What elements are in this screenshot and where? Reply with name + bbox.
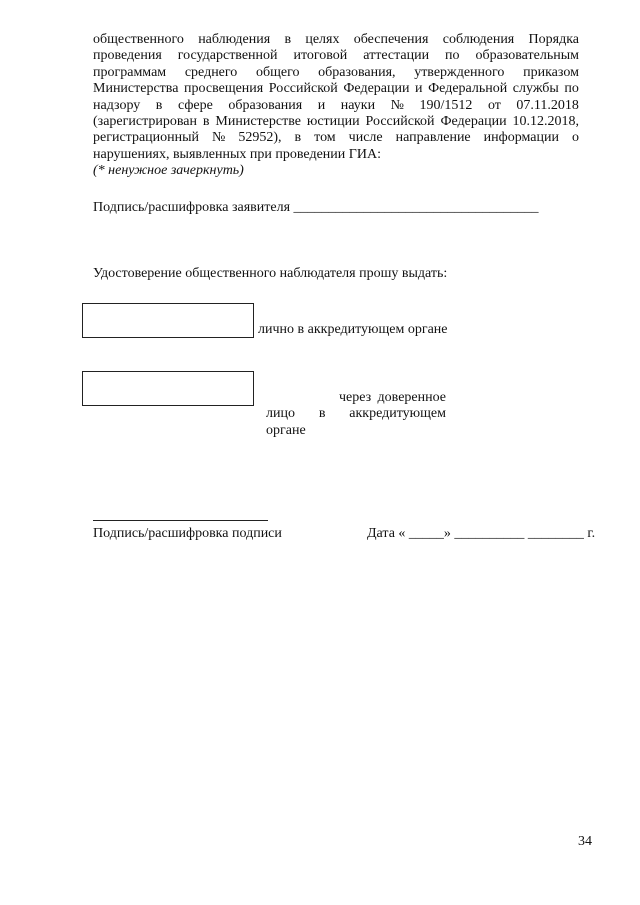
- word: числе: [348, 130, 383, 146]
- word: аттестации: [363, 48, 430, 64]
- word: в: [202, 113, 210, 129]
- word: Министерстве: [215, 113, 301, 129]
- word: 10.12.2018,: [512, 113, 579, 129]
- word: образования,: [318, 64, 396, 80]
- date-field: Дата « _____» __________ ________ г.: [367, 526, 596, 541]
- word: образования: [228, 97, 303, 113]
- certificate-request-text: Удостоверение общественного наблюдателя прошу выдать:: [93, 266, 448, 281]
- word: науки: [340, 97, 376, 113]
- word: итоговой: [293, 48, 348, 64]
- word: просвещения: [184, 81, 264, 97]
- word: 07.11.2018: [516, 97, 579, 113]
- word: надзору: [93, 97, 141, 113]
- word: аккредитующем: [349, 406, 446, 421]
- word: 52952),: [238, 130, 282, 146]
- signature-label: Подпись/расшифровка подписи: [93, 526, 282, 541]
- word: регистрационный: [93, 130, 200, 146]
- word: от: [487, 97, 501, 113]
- word: программам: [93, 64, 167, 80]
- body-paragraph: [93, 32, 579, 180]
- word: юстиции: [306, 113, 360, 129]
- option-proxy-label-line: [266, 406, 446, 422]
- word: в: [318, 406, 326, 421]
- word: том: [314, 130, 336, 146]
- word: целях: [305, 32, 340, 47]
- page-number: 34: [578, 834, 592, 849]
- word: Федеральной: [428, 81, 508, 97]
- word: №: [390, 97, 404, 113]
- word: общего: [255, 64, 300, 80]
- word: в: [294, 130, 302, 146]
- word: №: [212, 130, 226, 146]
- word: доверенное: [377, 390, 446, 405]
- paragraph-line: [93, 32, 579, 48]
- word: общественного: [93, 32, 184, 47]
- word: соблюдения: [442, 32, 515, 47]
- word: в: [155, 97, 163, 113]
- paragraph-line: [93, 98, 579, 114]
- word: в: [284, 32, 292, 47]
- word: наблюдения: [198, 32, 271, 47]
- paragraph-line: [93, 65, 579, 81]
- word: Российской: [365, 113, 435, 129]
- word: информации: [483, 130, 559, 146]
- paragraph-last-line: нарушениях, выявленных при проведении ГИА:: [93, 146, 381, 162]
- option-in-person-checkbox: [82, 303, 254, 338]
- word: Порядка: [528, 32, 579, 47]
- word: и: [317, 97, 326, 113]
- option-in-person-label: лично в аккредитующем органе: [258, 322, 448, 337]
- word: по: [564, 81, 579, 97]
- word: Министерства: [93, 81, 179, 97]
- word: Федерации: [440, 113, 507, 129]
- word: утвержденного: [414, 64, 505, 80]
- word: и: [415, 81, 423, 97]
- word: образовательным: [475, 48, 579, 64]
- paragraph-line: [93, 130, 579, 146]
- word: приказом: [523, 64, 579, 80]
- applicant-signature-blank: ___________________________________: [293, 200, 539, 215]
- word: Российской: [268, 81, 338, 97]
- option-proxy-label-line: органе: [266, 423, 306, 438]
- word: государственной: [177, 48, 278, 64]
- option-proxy-checkbox: [82, 371, 254, 406]
- applicant-signature-line: [93, 200, 539, 216]
- word: лицо: [266, 406, 295, 421]
- option-proxy-label-line: [339, 390, 446, 406]
- word: проведения: [93, 48, 162, 64]
- word: через: [339, 390, 372, 405]
- word: о: [571, 130, 579, 146]
- applicant-signature-label: Подпись/расшифровка заявителя: [93, 200, 291, 215]
- word: направление: [395, 130, 471, 146]
- strike-out-note: (* ненужное зачеркнуть): [93, 163, 244, 179]
- paragraph-line: [93, 48, 579, 64]
- word: сфере: [177, 97, 213, 113]
- word: Федерации: [343, 81, 410, 97]
- word: среднего: [184, 64, 238, 80]
- word: (зарегистрирован: [93, 113, 197, 129]
- paragraph-line: [93, 114, 579, 130]
- word: 190/1512: [419, 97, 473, 113]
- paragraph-line: [93, 81, 579, 97]
- word: по: [445, 48, 460, 64]
- signature-rule: [93, 520, 268, 521]
- word: обеспечения: [353, 32, 429, 47]
- word: службы: [512, 81, 559, 97]
